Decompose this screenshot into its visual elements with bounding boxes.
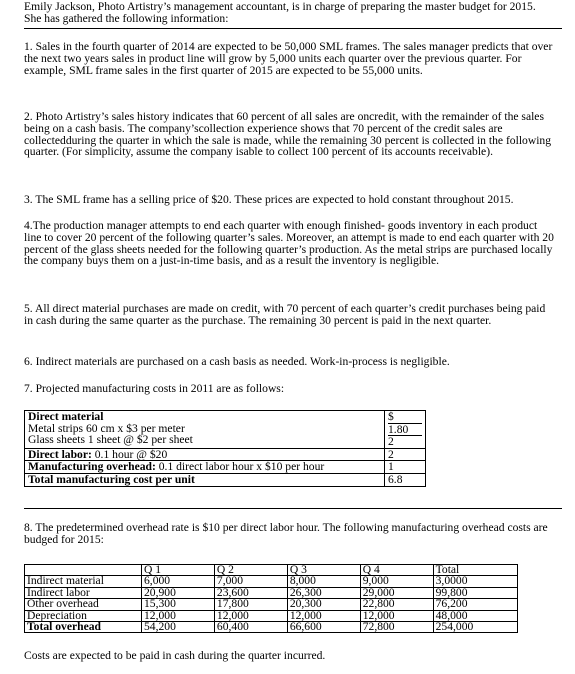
intro-paragraph: Emily Jackson, Photo Artistry’s management accountant, is in charge of preparing the master budget for 2015. She has gathered the following information: — [24, 0, 536, 25]
cost-row-overhead — [25, 461, 426, 474]
overhead-budget-table — [24, 564, 518, 633]
cell-value: 60,400 — [214, 622, 287, 633]
row-label: Indirect material — [25, 576, 142, 587]
cell-value: 12,000 — [214, 610, 287, 621]
glass-sheets-label: Glass sheets 1 sheet @ $2 per sheet — [28, 433, 193, 447]
cell-value: 9,000 — [360, 576, 433, 587]
item-1: 1. Sales in the fourth quarter of 2014 are expected to be 50,000 SML frames. The sales manager predicts that over the next two years sales in product line will grow by 5,000 units each quarter over the previous quarter. For example, SML frame sales in the first quarter of 2015 are expected to be 55,000 units. — [24, 40, 553, 77]
cell-value: 17,800 — [214, 599, 287, 610]
manufacturing-cost-table — [24, 410, 426, 487]
total-cost-label: Total manufacturing cost per unit — [25, 473, 385, 486]
cell-value: 72,800 — [360, 622, 433, 633]
cell-value: 23,600 — [214, 587, 287, 598]
manufacturing-overhead-value: 1 — [385, 461, 426, 474]
cell-value: 254,000 — [433, 622, 517, 633]
row-label: Other overhead — [25, 599, 142, 610]
item-6: 6. Indirect materials are purchased on a cash basis as needed. Work-in-process is negligible. — [24, 355, 450, 368]
header-cell: Q 1 — [142, 565, 215, 576]
cell-value: 8,000 — [287, 576, 360, 587]
cell-value: 76,200 — [433, 599, 517, 610]
header-cell: Q 2 — [214, 565, 287, 576]
cell-value: 3,0000 — [433, 576, 517, 587]
item-2: 2. Photo Artistry’s sales history indicates that 60 percent of all sales are oncredit, with the remainder of the sales being on a cash basis. The company’scollection experience shows that 70 percent of the credit sales are collectedduring the quarter in which the sale is made, while the remaining 30 percent is collected in the following quarter. (For simplicity, assume the company isable to collect 100 percent of its accounts receivable). — [24, 110, 552, 159]
item-5: 5. All direct material purchases are made on credit, with 70 percent of each quarter’s credit purchases being paid in cash during the same quarter as the purchase. The remaining 30 percent is paid in the next quarter. — [24, 302, 546, 327]
cell-value: 12,000 — [360, 610, 433, 621]
cell-value: 99,800 — [433, 587, 517, 598]
cell-value: 29,000 — [360, 587, 433, 598]
cell-value: 15,300 — [142, 599, 215, 610]
metal-strips-label: Metal strips 60 cm x $3 per meter — [28, 421, 185, 435]
cost-row-direct-material — [25, 411, 426, 449]
cell-value: 22,800 — [360, 599, 433, 610]
manufacturing-overhead-detail: 0.1 direct labor hour x $10 per hour — [155, 460, 325, 474]
middle-divider — [24, 508, 562, 509]
direct-material-label: Direct material — [28, 410, 104, 423]
direct-labor-label: Direct labor: — [28, 447, 92, 461]
cell-value: 48,000 — [433, 610, 517, 621]
currency-symbol: $ — [388, 410, 394, 423]
cell-value: 20,900 — [142, 587, 215, 598]
direct-labor-value: 2 — [385, 448, 426, 461]
cell-value: 66,600 — [287, 622, 360, 633]
row-label: Total overhead — [25, 622, 142, 633]
cell-value: 6,000 — [142, 576, 215, 587]
header-cell: Total — [433, 565, 517, 576]
item-8: 8. The predetermined overhead rate is $10 per direct labor hour. The following manufacturing overhead costs are budged for 2015: — [24, 521, 548, 546]
header-cell: Q 4 — [360, 565, 433, 576]
cell-value: 26,300 — [287, 587, 360, 598]
item-4: 4.The production manager attempts to end each quarter with enough finished- goods inventory in each product line to cover 20 percent of the following quarter’s sales. Moreover, an attempt is made to end each quarter with 20 percent of the glass sheets needed for the following quarter’s production. As the metal strips are purchased locally the company buys them on a just-in-time basis, and as a result the inventory is negligible. — [24, 219, 554, 268]
cost-row-direct-labor — [25, 448, 426, 461]
direct-labor-detail: 0.1 hour @ $20 — [91, 447, 168, 461]
cell-value: 20,300 — [287, 599, 360, 610]
glass-sheets-value: 2 — [388, 435, 394, 449]
cell-value: 54,200 — [142, 622, 215, 633]
row-label: Depreciation — [25, 610, 142, 621]
metal-strips-value: 1.80 — [388, 423, 422, 437]
item-3: 3. The SML frame has a selling price of $20. These prices are expected to hold constant throughout 2015. — [24, 193, 514, 206]
top-divider — [24, 28, 562, 29]
cost-row-total — [25, 473, 426, 486]
cell-value: 7,000 — [214, 576, 287, 587]
header-cell: Q 3 — [287, 565, 360, 576]
footnote: Costs are expected to be paid in cash during the quarter incurred. — [24, 649, 326, 662]
item-7: 7. Projected manufacturing costs in 2011 are as follows: — [24, 382, 285, 395]
cell-value: 12,000 — [142, 610, 215, 621]
row-label: Indirect labor — [25, 587, 142, 598]
total-cost-value: 6.8 — [385, 473, 426, 486]
cell-value: 12,000 — [287, 610, 360, 621]
overhead-total-row — [25, 622, 518, 633]
manufacturing-overhead-label: Manufacturing overhead: — [28, 460, 156, 474]
